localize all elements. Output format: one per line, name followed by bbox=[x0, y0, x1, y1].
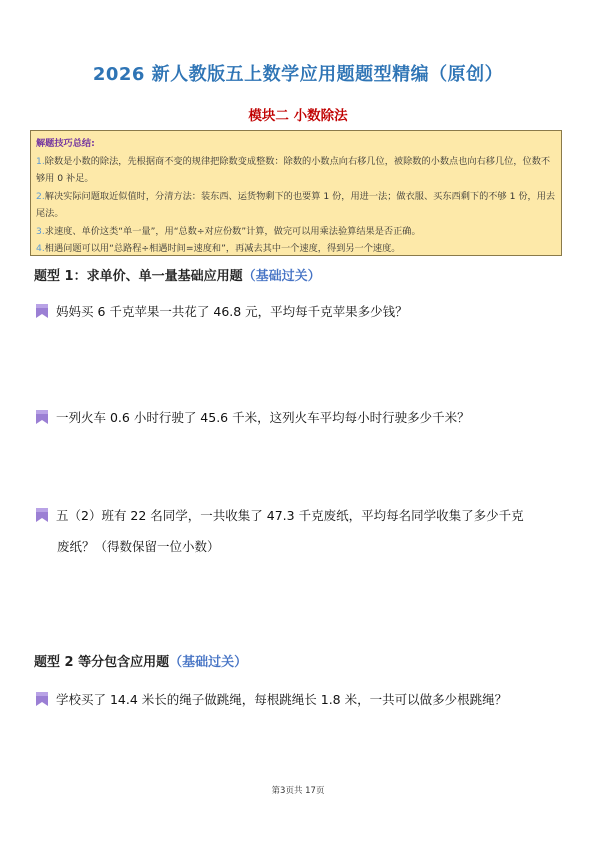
tip-number: 2. bbox=[36, 190, 45, 202]
bookmark-icon bbox=[36, 692, 48, 706]
tip-text: 除数是小数的除法，先根据商不变的规律把除数变成整数：除数的小数点向右移几位，被除数的小数点也向右移几位，位数不够用 0 补足。 bbox=[36, 155, 551, 184]
page-title: 2026 新人教版五上数学应用题题型精编（原创） bbox=[92, 64, 504, 85]
question-1 bbox=[36, 296, 566, 327]
tip-item bbox=[36, 188, 556, 223]
tip-text: 求速度、单价这类“单一量”，用“总数÷对应份数”计算，做完可以用乘法验算结果是否正确。 bbox=[44, 225, 421, 237]
question-text: 一列火车 0.6 小时行驶了 45.6 千米，这列火车平均每小时行驶多少千米？ bbox=[56, 410, 470, 425]
bookmark-icon bbox=[36, 410, 48, 424]
bookmark-icon bbox=[36, 508, 48, 522]
question-3 bbox=[36, 500, 566, 562]
question-text-continued: 废纸？（得数保留一位小数） bbox=[57, 539, 220, 554]
question-text: 五（2）班有 22 名同学，一共收集了 47.3 千克废纸，平均每名同学收集了多少千克 bbox=[56, 508, 524, 523]
section-tag: （基础过关） bbox=[242, 269, 321, 284]
question-2 bbox=[36, 402, 566, 433]
tip-number: 3. bbox=[36, 225, 45, 237]
question-4 bbox=[36, 684, 566, 715]
section-heading-1 bbox=[34, 265, 321, 284]
question-text: 学校买了 14.4 米长的绳子做跳绳，每根跳绳长 1.8 米，一共可以做多少根跳绳？ bbox=[56, 692, 508, 707]
tip-item bbox=[36, 153, 556, 188]
section-heading-2 bbox=[34, 651, 247, 670]
tip-number: 1. bbox=[36, 155, 45, 167]
bookmark-icon bbox=[36, 304, 48, 318]
module-title: 模块二 小数除法 bbox=[248, 108, 348, 124]
section-title: 题型 1：求单价、单一量基础应用题 bbox=[34, 269, 243, 284]
section-tag: （基础过关） bbox=[169, 655, 248, 670]
tip-item bbox=[36, 240, 556, 258]
tip-text: 解决实际问题取近似值时，分清方法：装东西、运货物剩下的也要算 1 份，用进一法；做衣服、买东西剩下的不够 1 份，用去尾法。 bbox=[36, 190, 556, 219]
question-text: 妈妈买 6 千克苹果一共花了 46.8 元，平均每千克苹果多少钱？ bbox=[56, 304, 408, 319]
tip-number: 4. bbox=[36, 243, 45, 254]
tip-text: 相遇问题可以用“总路程÷相遇时间=速度和”，再减去其中一个速度，得到另一个速度。 bbox=[44, 243, 401, 254]
tips-box bbox=[30, 130, 562, 256]
tips-heading: 解题技巧总结: bbox=[36, 138, 95, 149]
tip-item bbox=[36, 223, 556, 241]
page-number: 第3页共 17页 bbox=[271, 786, 325, 796]
section-title: 题型 2 等分包含应用题 bbox=[34, 655, 170, 670]
